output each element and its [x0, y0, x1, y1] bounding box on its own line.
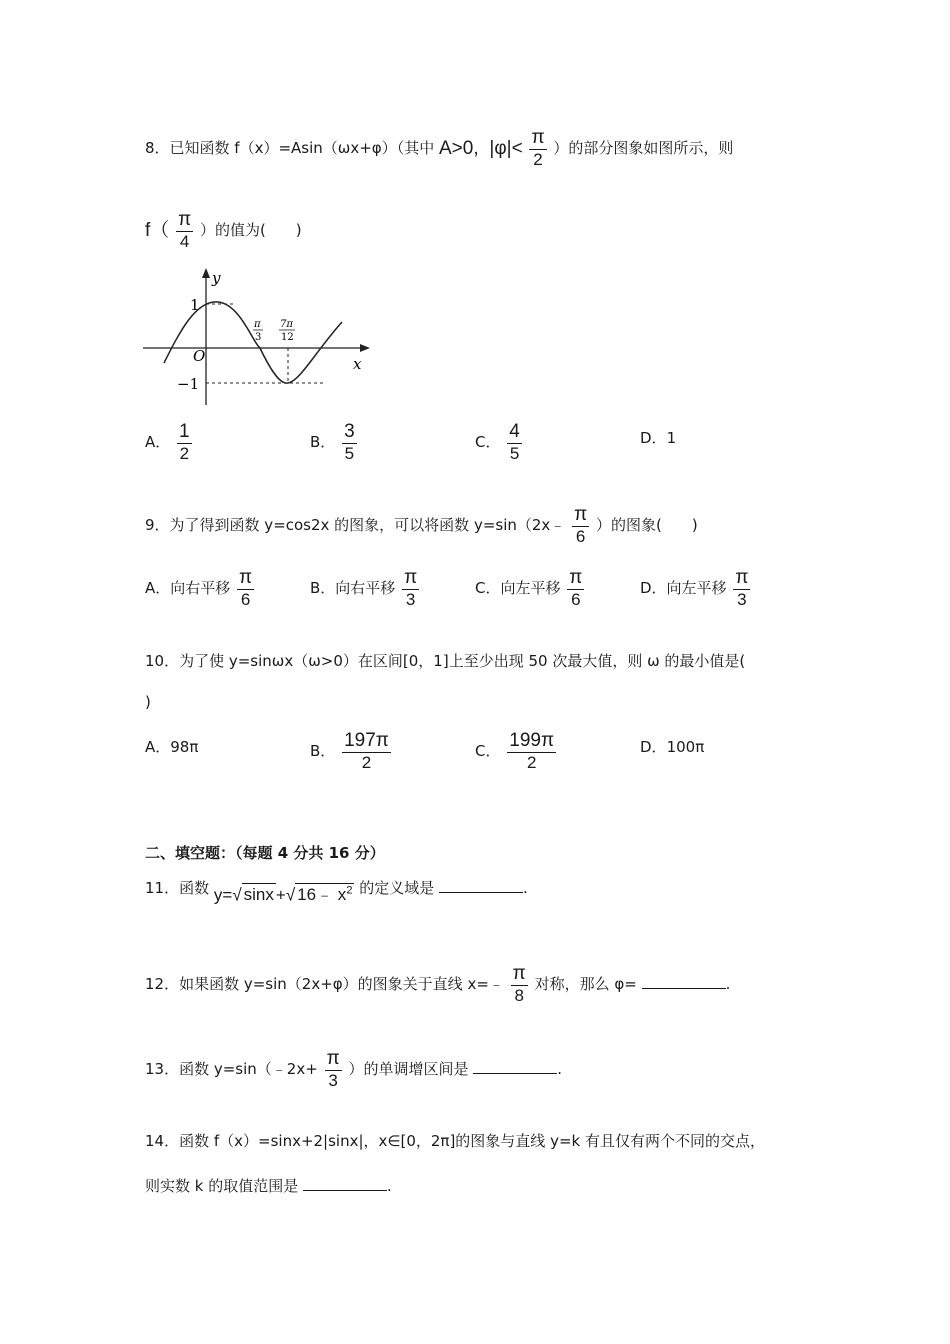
x-axis-arrow — [360, 344, 370, 352]
option-label: A． — [145, 432, 171, 451]
q9-option-b[interactable] — [310, 568, 421, 609]
q12-text-b: 对称，那么 φ= — [534, 974, 637, 993]
option-label: C．向左平移 — [475, 578, 561, 597]
q8-option-b[interactable] — [310, 422, 359, 463]
option-label: C． — [475, 741, 501, 760]
tick-label-7pi12-den: 12 — [281, 332, 294, 343]
tick-label-7pi12-num: 7π — [280, 319, 293, 330]
q8-cond-b: |φ|< — [489, 137, 523, 159]
q8-text-c: ）的值为( ) — [199, 220, 302, 239]
q12-answer-blank[interactable] — [642, 974, 726, 989]
option-label: B．向右平移 — [310, 578, 396, 597]
option-fraction: $\frac{1}{2}$ — [179, 421, 190, 463]
q14-answer-blank[interactable] — [303, 1176, 387, 1191]
q14-text: 则实数 k 的取值范围是 — [145, 1177, 299, 1195]
q8-cond-a: A>0, — [438, 137, 479, 159]
q9-option-d[interactable] — [640, 568, 752, 609]
q11-answer-blank[interactable] — [439, 878, 523, 893]
q13-text-b: ）的单调增区间是 — [348, 1059, 469, 1078]
y-axis-arrow — [202, 268, 210, 278]
q8-option-d[interactable] — [640, 431, 676, 446]
q8-text-a: 8．已知函数 f（x）=Asin（ωx+φ）（其中 — [145, 138, 435, 157]
option-fraction: $\frac{3}{5}$ — [344, 421, 355, 463]
q8-option-c[interactable] — [475, 422, 524, 463]
q12-text-a: 12．如果函数 y=sin（2x+φ）的图象关于直线 x=﹣ — [145, 974, 504, 993]
option-fraction: $\frac{\pi}{6}$ — [239, 567, 253, 609]
q8-option-a[interactable] — [145, 422, 194, 463]
q8-f-label: f（ — [145, 219, 170, 241]
option-fraction: $\frac{\pi}{3}$ — [735, 567, 749, 609]
option-label: B． — [310, 432, 336, 451]
section-title: 二、填空题：（每题 4 分共 16 分） — [145, 844, 385, 862]
y-axis-label: y — [212, 269, 221, 287]
sine-curve — [164, 302, 342, 383]
option-value: 1 — [666, 429, 677, 447]
option-label: D．向左平移 — [640, 578, 727, 597]
option-value: 98π — [170, 738, 199, 756]
q10-option-a[interactable] — [145, 740, 198, 755]
option-fraction: $\frac{\pi}{6}$ — [569, 567, 583, 609]
q14-line1: 14．函数 f（x）=sinx+2|sinx|，x∈[0，2π]的图象与直线 y=k 有且仅有两个不同的交点， — [145, 1132, 765, 1150]
q14-line2: 则实数 k 的取值范围是 . — [145, 1177, 392, 1195]
q10-option-d[interactable] — [640, 740, 704, 755]
q9-fraction: $\frac{\pi}{6}$ — [574, 504, 588, 546]
tick-label-minus-one: −1 — [177, 375, 200, 393]
q9-option-c[interactable] — [475, 568, 586, 609]
q8-text-b: ）的部分图象如图所示，则 — [553, 138, 734, 157]
option-label: D． — [640, 429, 667, 447]
q9-text-b: ）的图象( ) — [595, 515, 698, 534]
q13-fraction: $\frac{\pi}{3}$ — [326, 1048, 340, 1090]
q10-option-b[interactable] — [310, 731, 393, 772]
q10-option-c[interactable] — [475, 731, 558, 772]
q12-line: 12．如果函数 y=sin（2x+φ）的图象关于直线 x=﹣ $\frac{\pi}{8}$ 对称，那么 φ= . — [145, 963, 731, 1005]
option-label: A． — [145, 738, 171, 756]
option-fraction: $\frac{197\pi}{2}$ — [344, 730, 389, 772]
x-axis-label: x — [353, 355, 362, 373]
q8-fraction-pi-4: $\frac{\pi}{4}$ — [178, 209, 192, 251]
tick-label-pi3-den: 3 — [255, 332, 262, 343]
option-label: B． — [310, 741, 336, 760]
q12-fraction: $\frac{\pi}{8}$ — [512, 963, 526, 1005]
q11-text-a: 11．函数 — [145, 879, 210, 897]
q9-line — [145, 505, 698, 546]
q13-line: 13．函数 y=sin（﹣2x+ $\frac{\pi}{3}$ ）的单调增区间是 . — [145, 1048, 563, 1090]
q8-fraction-pi-2: $\frac{\pi}{2}$ — [531, 127, 545, 169]
q9-option-a[interactable] — [145, 568, 256, 609]
option-fraction: $\frac{\pi}{3}$ — [404, 567, 418, 609]
q8-line2 — [145, 210, 302, 251]
q11-formula: y=√ sinx +√ 16﹣ $x^2$ — [213, 884, 353, 905]
q10-line1: 10．为了使 y=sinωx（ω>0）在区间[0，1]上至少出现 50 次最大值，则 ω 的最小值是( — [145, 652, 746, 670]
tick-label-one: 1 — [190, 296, 200, 314]
option-fraction: $\frac{4}{5}$ — [509, 421, 520, 463]
option-label: C． — [475, 432, 501, 451]
origin-label: O — [193, 347, 206, 365]
q13-text-a: 13．函数 y=sin（﹣2x+ — [145, 1059, 318, 1078]
q10-line2: ) — [145, 693, 151, 711]
q8-sine-graph — [140, 265, 380, 410]
q9-text-a: 9．为了得到函数 y=cos2x 的图象，可以将函数 y=sin（2x﹣ — [145, 515, 566, 534]
option-value: 100π — [666, 738, 705, 756]
q11-line: 11．函数 y=√ sinx +√ 16﹣ $x^2$ 的定义域是 . — [145, 879, 528, 905]
q11-text-b: 的定义域是 — [359, 879, 435, 897]
option-label: A．向右平移 — [145, 578, 231, 597]
tick-label-pi3-num: π — [254, 319, 261, 330]
option-fraction: $\frac{199\pi}{2}$ — [509, 730, 555, 772]
q8-line1 — [145, 128, 733, 169]
q13-answer-blank[interactable] — [473, 1059, 557, 1074]
option-label: D． — [640, 738, 667, 756]
